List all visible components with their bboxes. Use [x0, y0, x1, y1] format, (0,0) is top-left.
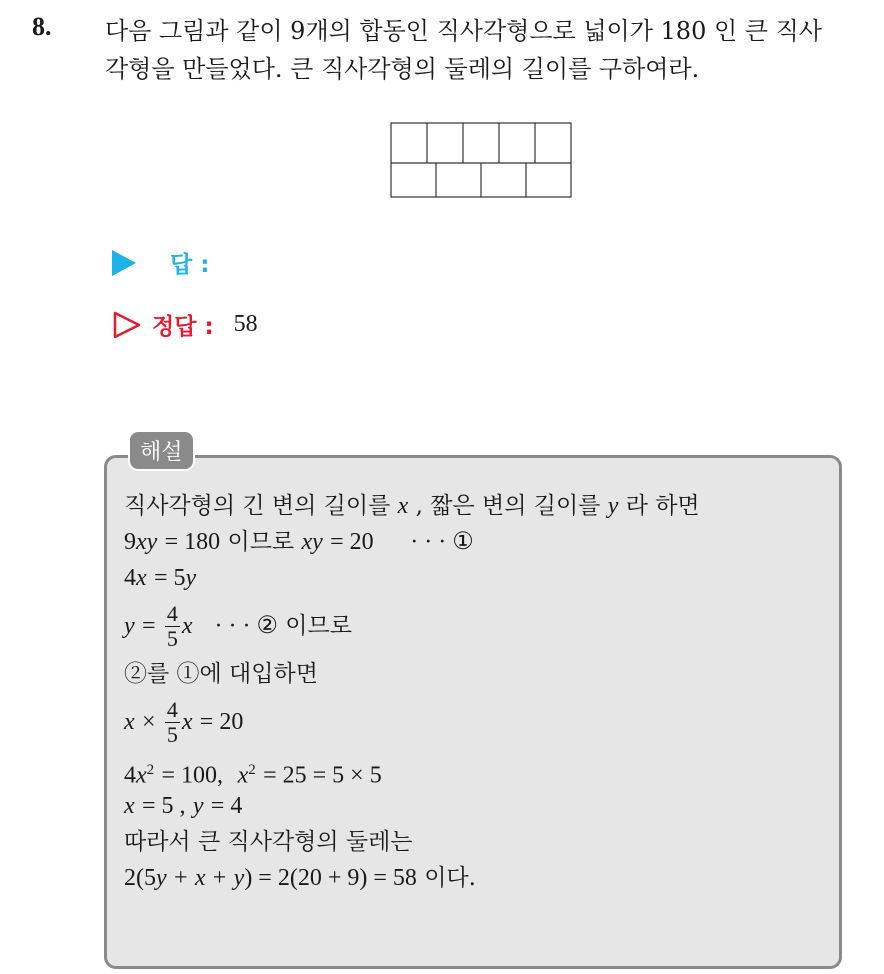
text: 이므로	[227, 529, 295, 555]
solution-line-5: ②를 ①에 대입하면	[124, 661, 318, 687]
math-var: y	[156, 865, 167, 891]
math-var: xy	[301, 529, 323, 555]
solution-line-10	[124, 860, 834, 896]
correct-answer-label: 정답 :	[152, 314, 214, 340]
rectangle-figure	[390, 122, 574, 200]
question-line-2: 각형을 만들었다. 큰 직사각형의 둘레의 길이를 구하여라.	[105, 55, 700, 83]
text: , 짧은 변의 길이를	[415, 493, 601, 519]
fraction	[165, 696, 180, 747]
question-number: 8.	[32, 12, 52, 41]
math-var: x	[181, 613, 193, 639]
math: +	[212, 865, 227, 891]
solution-line-2	[124, 524, 834, 560]
text: 직사각형의 긴 변의 길이를	[124, 493, 391, 519]
exponent: 2	[248, 762, 256, 778]
outline-triangle-icon	[112, 310, 142, 340]
solution-line-4	[124, 596, 834, 656]
question-line-1: 다음 그림과 같이 9개의 합동인 직사각형으로 넓이가 180 인 큰 직사	[105, 17, 822, 45]
solution-line-1	[124, 488, 834, 524]
fraction	[165, 600, 180, 651]
math: = 100,	[161, 762, 224, 789]
math-var: x	[136, 565, 147, 591]
math-var: x	[237, 762, 249, 789]
solution-line-9: 따라서 큰 직사각형의 둘레는	[124, 829, 413, 855]
math-var: x	[194, 865, 206, 891]
fraction-numerator: 4	[166, 600, 178, 626]
solution-line-3	[124, 560, 834, 596]
math-var: y	[233, 865, 245, 891]
math-var: xy	[136, 529, 158, 555]
math-var: x	[124, 793, 135, 819]
math: 4	[124, 762, 136, 789]
math-var: x	[136, 762, 147, 789]
math-ref: · · · ②	[214, 613, 278, 639]
solution-line-7	[124, 752, 834, 788]
math: = 180	[164, 529, 221, 555]
math-var: y	[192, 793, 204, 819]
math-var: x	[124, 709, 135, 735]
math: 2(5	[124, 865, 156, 891]
solution-tag: 해설	[128, 430, 195, 471]
math: +	[173, 865, 188, 891]
text: 라 하면	[625, 493, 700, 519]
math: ) = 2(20 + 9) = 58	[244, 865, 417, 891]
math: = 4	[210, 793, 243, 819]
exponent: 2	[146, 762, 155, 778]
correct-answer-row	[112, 308, 258, 341]
math-var: y	[124, 613, 135, 639]
correct-answer-value: 58	[233, 311, 258, 337]
fraction-denominator: 5	[166, 625, 178, 651]
answer-row	[112, 246, 209, 279]
solution-line-6	[124, 692, 834, 752]
math: = 20	[199, 709, 244, 735]
math-var: y	[185, 565, 197, 591]
solution-line-8	[124, 788, 834, 824]
math: = 5 ,	[141, 793, 186, 819]
math: = 25 = 5 × 5	[263, 762, 382, 789]
text: 이다.	[424, 865, 476, 891]
question-text	[105, 12, 875, 88]
math-ref: · · · ①	[410, 529, 474, 555]
play-triangle-icon	[112, 250, 136, 276]
fraction-denominator: 5	[166, 721, 178, 747]
var-x: x	[397, 493, 409, 519]
fraction-numerator: 4	[166, 696, 178, 722]
var-y: y	[607, 493, 619, 519]
math: = 20	[330, 529, 374, 555]
answer-label: 답 :	[170, 252, 210, 278]
math: ×	[141, 709, 156, 735]
solution-body	[124, 488, 834, 896]
math: 9	[124, 529, 136, 555]
math-var: x	[181, 709, 193, 735]
text: 이므로	[285, 613, 352, 639]
math: =	[141, 613, 156, 639]
math: 4	[124, 565, 136, 591]
math: = 5	[153, 565, 186, 591]
